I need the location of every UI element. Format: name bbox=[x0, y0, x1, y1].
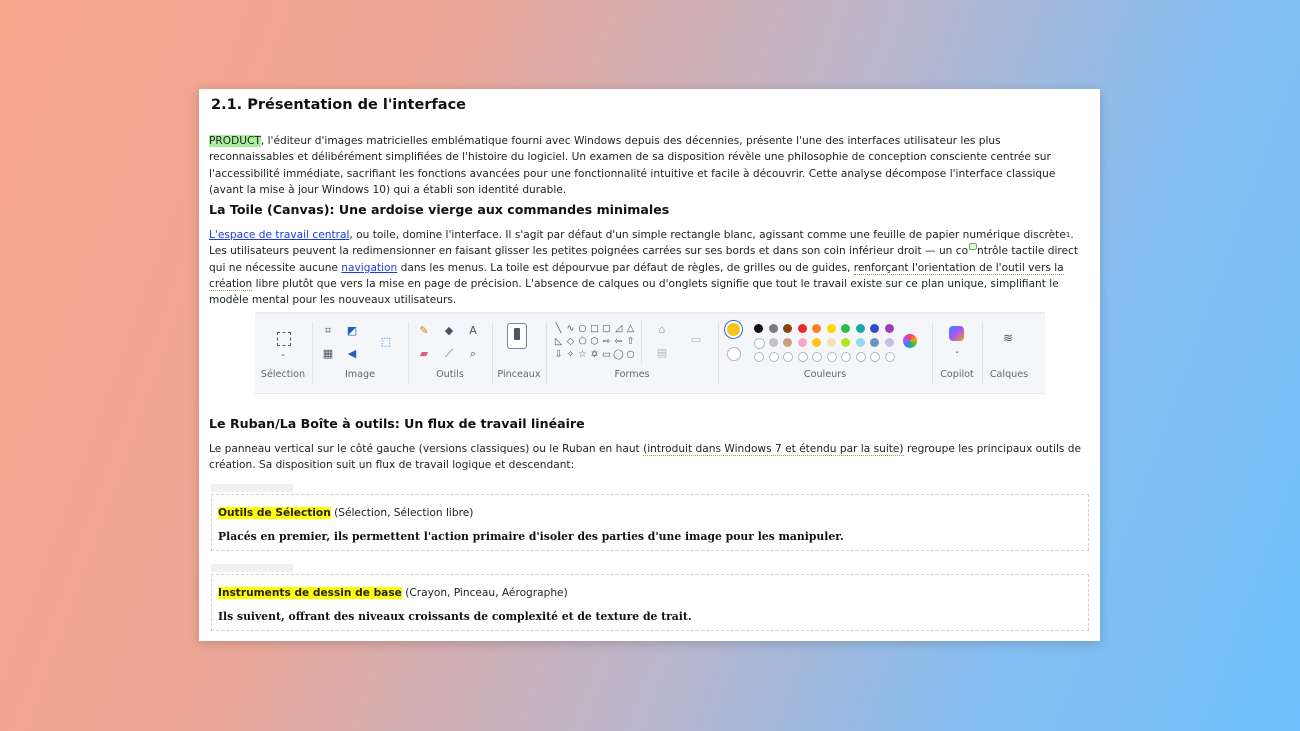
resize-icon: ◩ bbox=[346, 324, 358, 337]
color-swatch[interactable] bbox=[783, 324, 792, 333]
fill-icon: ◆ bbox=[444, 324, 454, 337]
footnote-marker[interactable]: 1 bbox=[1065, 231, 1071, 239]
color-swatch[interactable] bbox=[754, 324, 763, 333]
up-arrow-shape-icon[interactable]: ⇧ bbox=[626, 336, 635, 347]
custom-color-slot[interactable] bbox=[885, 352, 895, 362]
group-layers[interactable] bbox=[983, 314, 1035, 392]
annotated-text[interactable]: (introduit dans Windows 7 et étendu par la suite) bbox=[643, 443, 904, 455]
magnifier-icon: ⌕ bbox=[469, 347, 477, 360]
group-label-brushes: Pinceaux bbox=[497, 369, 541, 380]
custom-color-slot[interactable] bbox=[827, 352, 837, 362]
shape-size-icon: ▭ bbox=[690, 333, 702, 346]
paint-ribbon-image bbox=[255, 312, 1045, 394]
curve-shape-icon[interactable]: ∿ bbox=[566, 323, 575, 334]
color-swatch[interactable] bbox=[798, 338, 807, 347]
fill-shape-icon: ▤ bbox=[656, 346, 668, 359]
star6-shape-icon[interactable]: ✡ bbox=[590, 349, 599, 360]
group-label-colors: Couleurs bbox=[803, 369, 847, 380]
color-swatch[interactable] bbox=[783, 338, 792, 347]
rounded-rect-shape-icon[interactable]: ▢ bbox=[602, 323, 611, 334]
intro-paragraph: PRODUCT, l'éditeur d'images matricielles emblématique fourni avec Windows depuis des décennies, présente l'une des interfaces utilisateur les plus reconnaissables et délibérément simplifiées de l'histoire du logiciel. Un examen de sa disposition révèle une philosophie de conception consciente centrée sur l'accessibilité immédiate, sacrifiant les fonctions avancées pour une fonctionnalité intuitive et facile à découvrir. Cette analyse décompose l'interface classique (avant la mise à jour Windows 10) qui a établi son identité durable. bbox=[209, 135, 1056, 196]
callout-cloud-shape-icon[interactable]: ○ bbox=[626, 349, 635, 360]
triangle-shape-icon[interactable]: △ bbox=[626, 323, 635, 334]
color-swatch[interactable] bbox=[798, 324, 807, 333]
pentagon-shape-icon[interactable]: ⬠ bbox=[578, 336, 587, 347]
card-title: Outils de Sélection bbox=[218, 507, 331, 519]
color-swatch[interactable] bbox=[769, 324, 778, 333]
product-highlight: PRODUCT bbox=[209, 135, 261, 147]
primary-color-swatch[interactable] bbox=[727, 323, 740, 336]
color-swatch[interactable] bbox=[885, 324, 894, 333]
down-arrow-shape-icon[interactable]: ⇩ bbox=[554, 349, 563, 360]
star4-shape-icon[interactable]: ✧ bbox=[566, 349, 575, 360]
chevron-down-icon: ⌄ bbox=[954, 347, 960, 355]
color-swatch[interactable] bbox=[754, 338, 765, 349]
comment-icon[interactable] bbox=[969, 243, 977, 250]
left-arrow-shape-icon[interactable]: ⇦ bbox=[614, 336, 623, 347]
color-picker-icon: ⟋ bbox=[445, 347, 453, 360]
group-label-shapes: Formes bbox=[614, 369, 650, 380]
polygon-shape-icon[interactable]: ◿ bbox=[614, 323, 623, 334]
custom-color-slot[interactable] bbox=[812, 352, 822, 362]
group-label-tools: Outils bbox=[436, 369, 464, 380]
right-arrow-shape-icon[interactable]: ⇨ bbox=[602, 336, 611, 347]
page-title: 2.1. Présentation de l'interface bbox=[211, 97, 466, 113]
canvas-paragraph: L'espace de travail central, ou toile, domine l'interface. Il s'agit par défaut d'un simple rectangle blanc, agissant comme une feuille de papier numérique discrète$^1$. Les utilisateurs peuvent la redimensionner en faisant glisser les petites poignées carrées sur ses bords et dans son coin inférieur droit — un co ntrôle tactile direct qui ne nécessite aucune navigation dans les menus. La toile est dépourvue par défaut de règles, de grilles ou de guides, renforçant l'orientation de l'outil vers la création libre plutôt que vers la mise en page de précision. L'absence de calques ou d'onglets signifie que tout le travail existe sur ce plan unique, simplifiant le modèle mental pour les nouveaux utilisateurs. bbox=[209, 229, 1079, 307]
color-swatch[interactable] bbox=[870, 324, 879, 333]
diamond-shape-icon[interactable]: ◇ bbox=[566, 336, 575, 347]
block-handle-bar[interactable] bbox=[211, 564, 293, 572]
group-shapes bbox=[547, 314, 717, 392]
group-selection bbox=[255, 314, 311, 392]
right-triangle-shape-icon[interactable]: ◺ bbox=[554, 336, 563, 347]
custom-color-slot[interactable] bbox=[798, 352, 808, 362]
rectangle-shape-icon[interactable]: □ bbox=[590, 323, 599, 334]
ribbon-paragraph: Le panneau vertical sur le côté gauche (versions classiques) ou le Ruban en haut (introduit dans Windows 7 et étendu par la suite) regroupe les principaux outils de création. Sa disposition suit un flux de travail logique et descendant: bbox=[209, 443, 1082, 472]
oval-shape-icon[interactable]: ○ bbox=[578, 323, 587, 334]
custom-color-slot[interactable] bbox=[841, 352, 851, 362]
pencil-icon: ✎ bbox=[419, 324, 429, 337]
custom-color-slot[interactable] bbox=[870, 352, 880, 362]
image-select-icon: ⬚ bbox=[380, 335, 392, 348]
callout-oval-shape-icon[interactable]: ◯ bbox=[613, 349, 624, 360]
block-handle-bar[interactable] bbox=[211, 484, 293, 492]
color-swatch[interactable] bbox=[827, 338, 836, 347]
hexagon-shape-icon[interactable]: ⬡ bbox=[590, 336, 599, 347]
custom-color-slot[interactable] bbox=[769, 352, 779, 362]
layers-icon[interactable]: ≋ bbox=[1002, 331, 1014, 345]
document-page bbox=[199, 89, 1100, 641]
group-label-copilot: Copilot bbox=[940, 369, 974, 380]
remove-background-icon: ▦ bbox=[322, 347, 334, 360]
section-heading-ribbon: Le Ruban/La Boîte à outils: Un flux de travail linéaire bbox=[209, 416, 585, 431]
selection-tools-card: Outils de Sélection (Sélection, Sélection libre) Placés en premier, ils permettent l'action primaire d'isoler des parties d'une image pour les manipuler. bbox=[211, 494, 1089, 551]
group-label-selection: Sélection bbox=[260, 369, 306, 380]
chevron-down-icon: ⌄ bbox=[280, 350, 286, 358]
group-tools bbox=[409, 314, 491, 392]
central-workspace-link[interactable]: L'espace de travail central bbox=[209, 229, 350, 241]
color-swatch[interactable] bbox=[856, 338, 865, 347]
brush-icon[interactable] bbox=[507, 323, 527, 349]
eraser-icon: ▰ bbox=[419, 347, 429, 360]
card-title: Instruments de dessin de base bbox=[218, 587, 402, 599]
color-swatch[interactable] bbox=[769, 338, 778, 347]
group-copilot[interactable] bbox=[933, 314, 981, 392]
card-description: Ils suivent, offrant des niveaux croissants de complexité et de texture de trait. bbox=[218, 610, 692, 623]
group-colors bbox=[719, 314, 931, 392]
color-swatch[interactable] bbox=[812, 324, 821, 333]
color-swatch[interactable] bbox=[885, 338, 894, 347]
color-swatch[interactable] bbox=[827, 324, 836, 333]
custom-color-slot[interactable] bbox=[754, 352, 764, 362]
card-description: Placés en premier, ils permettent l'action primaire d'isoler des parties d'une image pour les manipuler. bbox=[218, 530, 844, 543]
text-icon: A bbox=[469, 324, 477, 337]
group-brushes[interactable] bbox=[493, 314, 545, 392]
selection-icon bbox=[277, 332, 291, 346]
color-swatch[interactable] bbox=[812, 338, 821, 347]
section-heading-canvas: La Toile (Canvas): Une ardoise vierge aux commandes minimales bbox=[209, 202, 670, 217]
color-swatch[interactable] bbox=[856, 324, 865, 333]
annotated-text[interactable]: renforçant l'orientation de l'outil vers la création bbox=[209, 261, 1064, 290]
color-swatch[interactable] bbox=[870, 338, 879, 347]
star5-shape-icon[interactable]: ☆ bbox=[578, 349, 587, 360]
group-label-layers: Calques bbox=[989, 369, 1029, 380]
color-swatch[interactable] bbox=[841, 338, 850, 347]
navigation-link[interactable]: navigation bbox=[341, 261, 398, 274]
line-shape-icon[interactable]: ╲ bbox=[555, 323, 562, 334]
group-image bbox=[313, 314, 407, 392]
custom-color-slot[interactable] bbox=[783, 352, 793, 362]
callout-rect-shape-icon[interactable]: ▭ bbox=[602, 349, 611, 360]
copilot-icon[interactable] bbox=[949, 326, 964, 341]
drawing-instruments-card: Instruments de dessin de base (Crayon, Pinceau, Aérographe) Ils suivent, offrant des niveaux croissants de complexité et de texture de trait. bbox=[211, 574, 1089, 631]
group-label-image: Image bbox=[344, 369, 376, 380]
custom-color-slot[interactable] bbox=[856, 352, 866, 362]
crop-icon: ⌗ bbox=[324, 324, 332, 337]
rotate-icon: ◀ bbox=[347, 347, 357, 360]
color-swatch[interactable] bbox=[841, 324, 850, 333]
secondary-color-swatch[interactable] bbox=[727, 347, 741, 361]
outline-icon: ⌂ bbox=[658, 323, 666, 336]
edit-colors-icon[interactable] bbox=[903, 334, 917, 348]
